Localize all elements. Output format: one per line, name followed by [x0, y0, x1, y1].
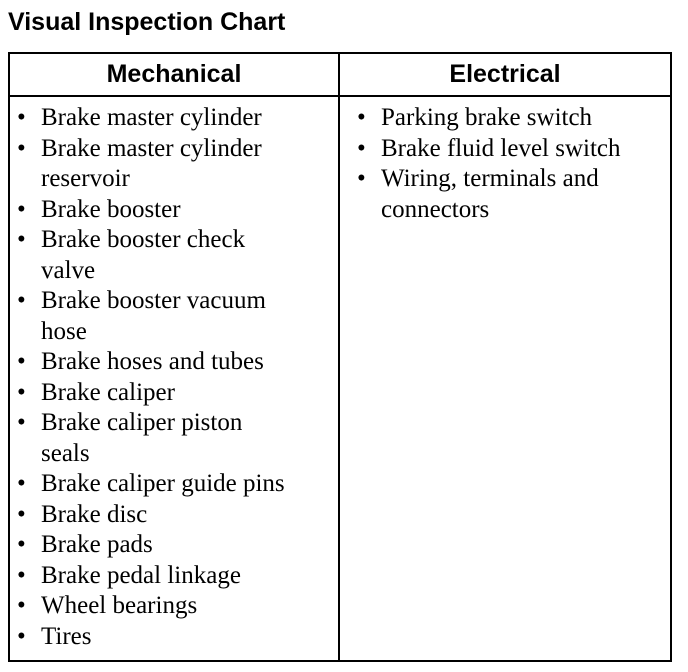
bullet-icon: • — [17, 195, 26, 223]
electrical-cell — [340, 97, 670, 660]
list-item — [10, 286, 338, 347]
list-item — [10, 530, 338, 561]
item-text: Parking brake switch — [381, 104, 593, 131]
bullet-icon: • — [17, 592, 26, 619]
item-text: Brake booster vacuum hose — [41, 287, 266, 345]
item-text: Brake caliper — [41, 378, 175, 406]
bullet-icon: • — [357, 104, 366, 131]
bullet-icon: • — [17, 378, 26, 406]
list-item — [10, 591, 338, 622]
list-item — [10, 134, 338, 195]
item-text: Brake caliper piston seals — [41, 409, 243, 467]
bullet-icon: • — [17, 348, 26, 375]
list-item — [340, 103, 670, 134]
bullet-icon: • — [17, 226, 26, 253]
item-text: Brake hoses and tubes — [41, 348, 264, 375]
column-header-mechanical: Mechanical — [10, 54, 340, 97]
list-item — [10, 195, 338, 226]
item-text: Brake disc — [41, 500, 148, 528]
list-item — [10, 622, 338, 653]
list-item — [10, 347, 338, 378]
bullet-icon: • — [357, 165, 366, 192]
electrical-list — [340, 103, 670, 225]
list-item — [10, 408, 338, 469]
item-text: Brake pedal linkage — [41, 561, 241, 589]
list-item — [10, 103, 338, 134]
list-item — [10, 561, 338, 592]
list-item — [10, 500, 338, 531]
bullet-icon: • — [17, 134, 26, 162]
bullet-icon: • — [17, 409, 26, 436]
list-item — [10, 378, 338, 409]
list-item — [10, 225, 338, 286]
item-text: Brake booster check valve — [41, 226, 246, 284]
mechanical-list — [10, 103, 338, 652]
bullet-icon: • — [17, 531, 26, 558]
bullet-icon: • — [17, 561, 26, 589]
chart-title: Visual Inspection Chart — [8, 8, 286, 36]
item-text: Brake master cylinder — [41, 104, 262, 131]
list-item — [340, 134, 670, 165]
mechanical-cell — [10, 97, 340, 660]
column-header-electrical: Electrical — [340, 54, 670, 97]
item-text: Tires — [41, 622, 92, 650]
item-text: Brake master cylinder reservoir — [41, 134, 262, 192]
bullet-icon: • — [17, 470, 26, 497]
item-text: Brake pads — [41, 531, 153, 558]
bullet-icon: • — [17, 622, 26, 650]
item-text: Wheel bearings — [41, 592, 198, 619]
bullet-icon: • — [17, 104, 26, 131]
item-text: Brake caliper guide pins — [41, 470, 285, 497]
inspection-table — [8, 52, 672, 662]
bullet-icon: • — [357, 134, 366, 162]
bullet-icon: • — [17, 287, 26, 314]
bullet-icon: • — [17, 500, 26, 528]
list-item — [340, 164, 670, 225]
item-text: Brake fluid level switch — [381, 134, 621, 162]
item-text: Brake booster — [41, 195, 181, 223]
item-text: Wiring, terminals and connectors — [381, 165, 599, 223]
list-item — [10, 469, 338, 500]
